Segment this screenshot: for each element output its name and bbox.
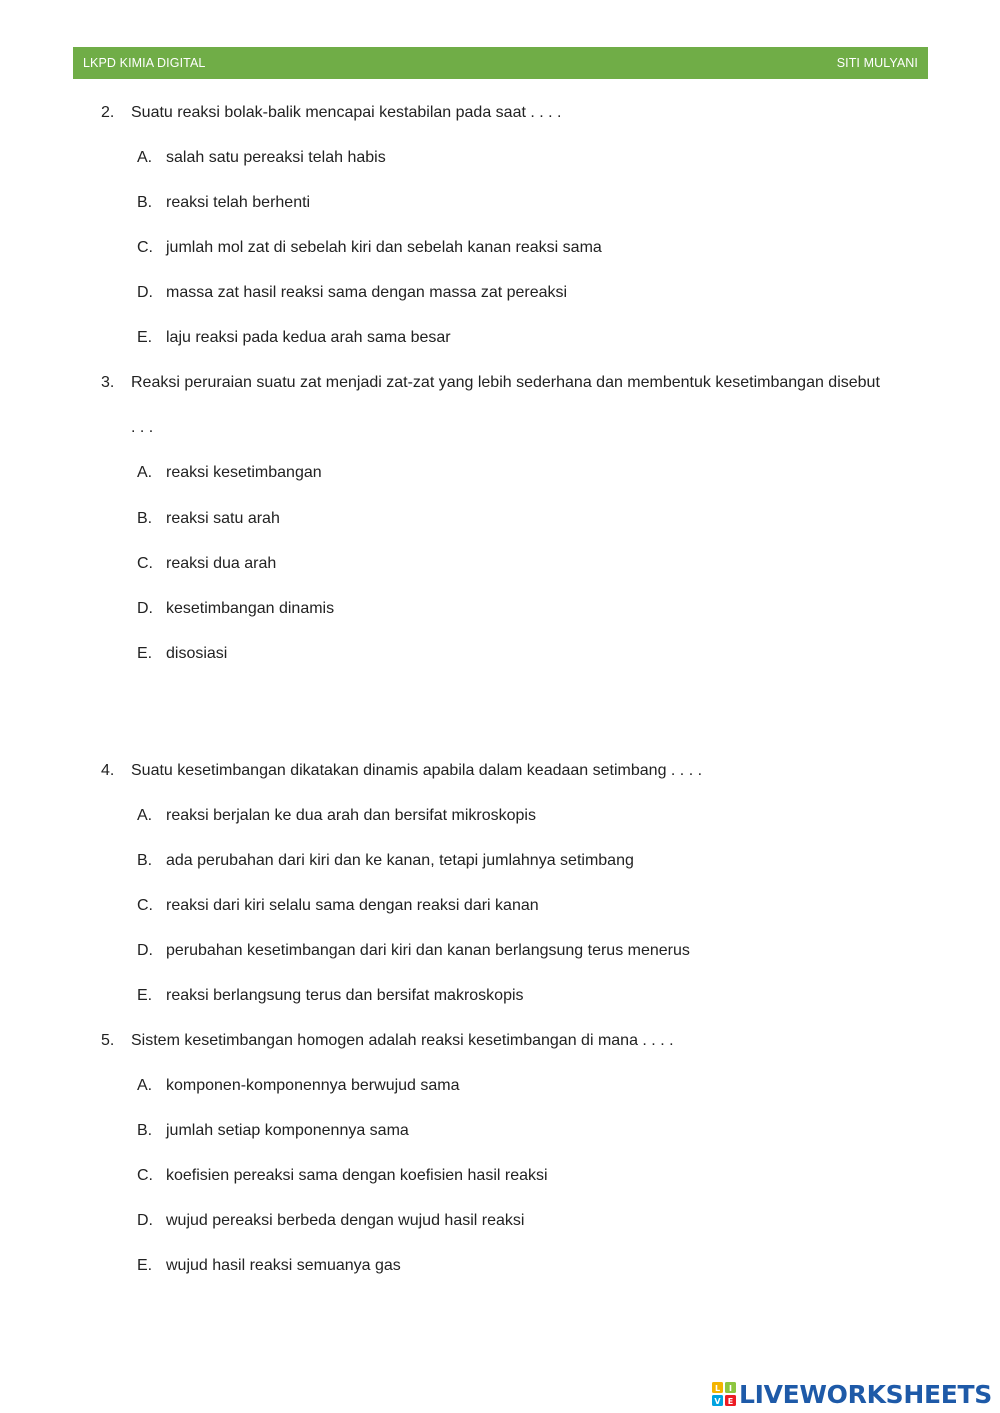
option-letter: B. [137, 1122, 153, 1139]
watermark-text: LIVEWORKSHEETS [738, 1379, 992, 1409]
option-letter: B. [137, 510, 153, 527]
option-letter: D. [137, 1212, 153, 1229]
option-letter: A. [137, 149, 153, 166]
option-text: reaksi dua arah [166, 555, 277, 572]
option-letter: C. [137, 239, 153, 256]
option-letter: D. [137, 942, 153, 959]
liveworksheets-watermark [712, 1381, 992, 1407]
option-text: reaksi kesetimbangan [166, 464, 322, 481]
option-text: perubahan kesetimbangan dari kiri dan kanan berlangsung terus menerus [166, 942, 690, 959]
question-text: Suatu kesetimbangan dikatakan dinamis apabila dalam keadaan setimbang . . . . [131, 762, 703, 779]
option-text: wujud pereaksi berbeda dengan wujud hasil reaksi [166, 1212, 525, 1229]
question-number: 3. [101, 374, 115, 391]
option-letter: A. [137, 1077, 153, 1094]
option-letter: C. [137, 897, 153, 914]
option-text: laju reaksi pada kedua arah sama besar [166, 329, 451, 346]
svg-text:E: E [727, 1397, 734, 1406]
option-letter: D. [137, 600, 153, 617]
option-letter: E. [137, 1257, 153, 1274]
option-text: reaksi berjalan ke dua arah dan bersifat mikroskopis [166, 807, 536, 824]
option-text: kesetimbangan dinamis [166, 600, 335, 617]
header-title: LKPD KIMIA DIGITAL [83, 56, 206, 70]
option-text: massa zat hasil reaksi sama dengan massa zat pereaksi [166, 284, 568, 301]
question-text-continued: . . . [131, 419, 154, 436]
option-text: reaksi dari kiri selalu sama dengan reaksi dari kanan [166, 897, 539, 914]
option-letter: A. [137, 807, 153, 824]
option-text: koefisien pereaksi sama dengan koefisien hasil reaksi [166, 1167, 548, 1184]
liveworksheets-logo-icon [712, 1382, 736, 1406]
question-text: Suatu reaksi bolak-balik mencapai kestabilan pada saat . . . . [131, 104, 562, 121]
option-letter: E. [137, 987, 153, 1004]
option-letter: C. [137, 1167, 153, 1184]
option-letter: B. [137, 194, 153, 211]
option-text: jumlah mol zat di sebelah kiri dan sebelah kanan reaksi sama [166, 239, 602, 256]
option-text: ada perubahan dari kiri dan ke kanan, tetapi jumlahnya setimbang [166, 852, 634, 869]
option-text: reaksi berlangsung terus dan bersifat makroskopis [166, 987, 524, 1004]
question-text: Reaksi peruraian suatu zat menjadi zat-zat yang lebih sederhana dan membentuk kesetimbangan disebut [131, 374, 880, 391]
option-text: jumlah setiap komponennya sama [166, 1122, 409, 1139]
question-number: 2. [101, 104, 115, 121]
option-text: salah satu pereaksi telah habis [166, 149, 386, 166]
svg-text:V: V [714, 1397, 721, 1406]
svg-text:L: L [714, 1384, 720, 1393]
question-number: 4. [101, 762, 115, 779]
option-text: disosiasi [166, 645, 228, 662]
question-text: Sistem kesetimbangan homogen adalah reaksi kesetimbangan di mana . . . . [131, 1032, 674, 1049]
option-letter: D. [137, 284, 153, 301]
question-number: 5. [101, 1032, 115, 1049]
option-text: komponen-komponennya berwujud sama [166, 1077, 460, 1094]
option-letter: E. [137, 645, 153, 662]
option-text: reaksi satu arah [166, 510, 280, 527]
option-letter: E. [137, 329, 153, 346]
option-letter: A. [137, 464, 153, 481]
option-text: reaksi telah berhenti [166, 194, 311, 211]
option-letter: C. [137, 555, 153, 572]
option-letter: B. [137, 852, 153, 869]
page-header [73, 47, 928, 79]
option-text: wujud hasil reaksi semuanya gas [166, 1257, 401, 1274]
header-author: SITI MULYANI [836, 56, 918, 70]
svg-text:I: I [728, 1384, 732, 1393]
